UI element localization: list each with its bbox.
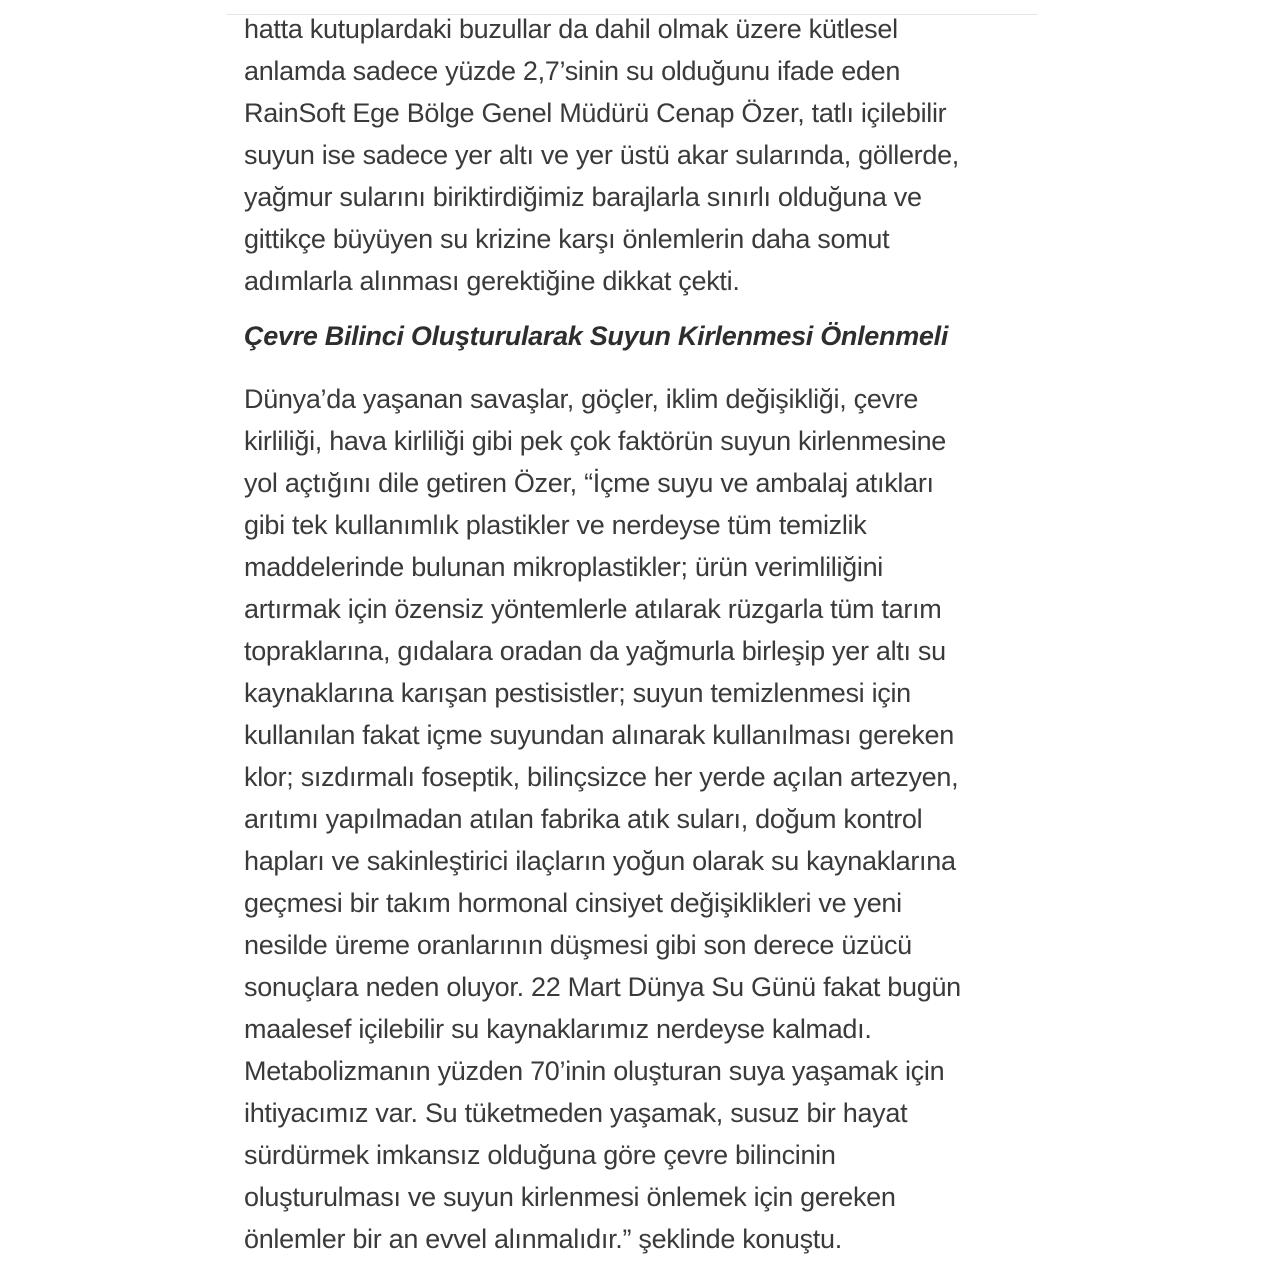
paragraph-1-line: RainSoft Ege Bölge Genel Müdürü Cenap Özer, tatlı içilebilir [244,98,947,128]
paragraph-1-line: adımlarla alınması gerektiğine dikkat çekti. [244,266,740,296]
paragraph-2-line: oluşturulması ve suyun kirlenmesi önlemek için gereken [244,1182,896,1212]
paragraph-2-line: arıtımı yapılmadan atılan fabrika atık suları, doğum kontrol [244,804,923,834]
paragraph-2-line: gibi tek kullanımlık plastikler ve nerdeyse tüm temizlik [244,510,867,540]
paragraph-2-line: yol açtığını dile getiren Özer, “İçme suyu ve ambalaj atıkları [244,468,934,498]
section-subheading: Çevre Bilinci Oluşturularak Suyun Kirlenmesi Önlenmeli [244,321,949,351]
paragraph-1-line: gittikçe büyüyen su krizine karşı önlemlerin daha somut [244,224,890,254]
paragraph-2-line: Metabolizmanın yüzden 70’inin oluşturan suya yaşamak için [244,1056,945,1086]
paragraph-1-line: anlamda sadece yüzde 2,7’sinin su olduğunu ifade eden [244,56,901,86]
paragraph-1-line: hatta kutuplardaki buzullar da dahil olmak üzere kütlesel [244,14,898,44]
article-body [244,8,1004,1260]
paragraph-2-line: maddelerinde bulunan mikroplastikler; ürün verimliliğini [244,552,884,582]
paragraph-2-line: hapları ve sakinleştirici ilaçların yoğun olarak su kaynaklarına [244,846,956,876]
paragraph-2 [244,378,1004,1260]
paragraph-2-line: Dünya’da yaşanan savaşlar, göçler, iklim değişikliği, çevre [244,384,919,414]
paragraph-2-line: sonuçlara neden oluyor. 22 Mart Dünya Su Günü fakat bugün [244,972,961,1002]
paragraph-2-line: önlemler bir an evvel alınmalıdır.” şeklinde konuştu. [244,1224,842,1254]
paragraph-1-line: yağmur sularını biriktirdiğimiz barajlarla sınırlı olduğuna ve [244,182,922,212]
paragraph-2-line: kaynaklarına karışan pestisistler; suyun temizlenmesi için [244,678,911,708]
paragraph-2-line: nesilde üreme oranlarının düşmesi gibi son derece üzücü [244,930,912,960]
paragraph-2-line: maalesef içilebilir su kaynaklarımız nerdeyse kalmadı. [244,1014,872,1044]
paragraph-2-line: klor; sızdırmalı foseptik, bilinçsizce her yerde açılan artezyen, [244,762,959,792]
paragraph-1 [244,8,1004,302]
paragraph-2-line: kirliliği, hava kirliliği gibi pek çok faktörün suyun kirlenmesine [244,426,947,456]
paragraph-2-line: kullanılan fakat içme suyundan alınarak kullanılması gereken [244,720,954,750]
paragraph-2-line: geçmesi bir takım hormonal cinsiyet değişiklikleri ve yeni [244,888,902,918]
paragraph-2-line: topraklarına, gıdalara oradan da yağmurla birleşip yer altı su [244,636,946,666]
paragraph-2-line: artırmak için özensiz yöntemlerle atılarak rüzgarla tüm tarım [244,594,942,624]
paragraph-2-line: sürdürmek imkansız olduğuna göre çevre bilincinin [244,1140,836,1170]
paragraph-2-line: ihtiyacımız var. Su tüketmeden yaşamak, susuz bir hayat [244,1098,908,1128]
paragraph-1-line: suyun ise sadece yer altı ve yer üstü akar sularında, göllerde, [244,140,959,170]
